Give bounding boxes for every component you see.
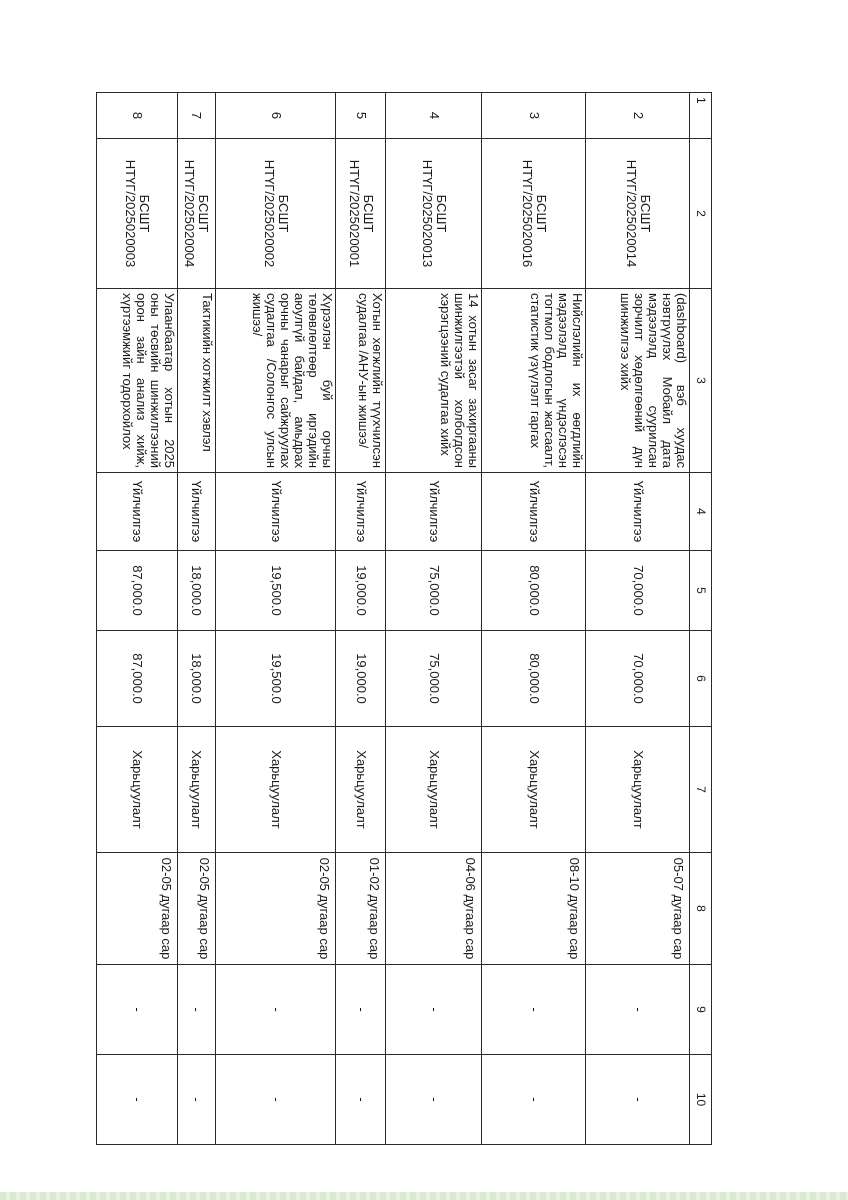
table-row (215, 93, 336, 1145)
column-number-row (690, 93, 712, 1145)
table-row (482, 93, 586, 1145)
col-number: 3 (690, 289, 712, 473)
period: 04-06 дугаар сар (386, 853, 482, 965)
col-number: 9 (690, 965, 712, 1055)
estimated-amount: 75,000.0 (386, 631, 482, 727)
table-row (336, 93, 386, 1145)
period: 05-07 дугаар сар (586, 853, 690, 965)
procurement-description: Хотын хөгжлийн түүхчилсэн судалгаа /АНУ-ын жишээ/ (336, 289, 386, 473)
procurement-code: БСШТ НТҮГ/2025020001 (336, 139, 386, 289)
col10-value: - (336, 1055, 386, 1145)
budget-amount: 87,000.0 (97, 551, 178, 631)
row-number: 6 (215, 93, 336, 139)
selection-method: Харьцуулалт (97, 727, 178, 853)
budget-amount: 18,000.0 (178, 551, 215, 631)
procurement-code: БСШТ НТҮГ/2025020016 (482, 139, 586, 289)
col10-value: - (178, 1055, 215, 1145)
col-number: 6 (690, 631, 712, 727)
procurement-type: Үйлчилгээ (586, 473, 690, 551)
procurement-type: Үйлчилгээ (215, 473, 336, 551)
procurement-description: 14 хотын засаг захиргааны шинжилгээтэй холбогдсон хэрэгцээний судалгаа хийх (386, 289, 482, 473)
budget-amount: 75,000.0 (386, 551, 482, 631)
period: 02-05 дугаар сар (215, 853, 336, 965)
row-number: 4 (386, 93, 482, 139)
row-number: 3 (482, 93, 586, 139)
selection-method: Харьцуулалт (336, 727, 386, 853)
estimated-amount: 70,000.0 (586, 631, 690, 727)
procurement-type: Үйлчилгээ (178, 473, 215, 551)
budget-amount: 80,000.0 (482, 551, 586, 631)
procurement-code: БСШТ НТҮГ/2025020004 (178, 139, 215, 289)
selection-method: Харьцуулалт (586, 727, 690, 853)
period: 08-10 дугаар сар (482, 853, 586, 965)
procurement-description: Хүрээлэн буй орчны төлөвлөлтөөр иргэдийн аюулгүй байдал, амьдрах орчны чанарыг сайжруулах судалгаа /Солонгос улсын жишээ/ (215, 289, 336, 473)
table-row (586, 93, 690, 1145)
table-row (178, 93, 215, 1145)
col9-value: - (336, 965, 386, 1055)
procurement-type: Үйлчилгээ (386, 473, 482, 551)
col10-value: - (215, 1055, 336, 1145)
procurement-description: Тактикийн хотжилт хэвлэл (178, 289, 215, 473)
estimated-amount: 87,000.0 (97, 631, 178, 727)
budget-amount: 19,500.0 (215, 551, 336, 631)
col9-value: - (97, 965, 178, 1055)
budget-amount: 19,000.0 (336, 551, 386, 631)
col10-value: - (386, 1055, 482, 1145)
row-number: 7 (178, 93, 215, 139)
col10-value: - (482, 1055, 586, 1145)
budget-amount: 70,000.0 (586, 551, 690, 631)
col-number: 2 (690, 139, 712, 289)
procurement-code: БСШТ НТҮГ/2025020003 (97, 139, 178, 289)
period: 02-05 дугаар сар (178, 853, 215, 965)
estimated-amount: 19,500.0 (215, 631, 336, 727)
rotated-document-table (96, 92, 712, 1144)
procurement-description: Улаанбаатар хотын 2025 оны төсвийн шинжилгээний орон зайн анализ хийж, хүртээмжийг тодорхойлох (97, 289, 178, 473)
col-number: 1 (690, 93, 712, 139)
col9-value: - (215, 965, 336, 1055)
col-number: 10 (690, 1055, 712, 1145)
procurement-table (96, 92, 712, 1145)
row-number: 5 (336, 93, 386, 139)
procurement-description: Нийслэлийн их өөгдлийн мэдээлэлд үндэслэсэн тогтмол бодлогын жагсаалт, статистик үзүүлэлт гаргах (482, 289, 586, 473)
col9-value: - (586, 965, 690, 1055)
selection-method: Харьцуулалт (386, 727, 482, 853)
selection-method: Харьцуулалт (482, 727, 586, 853)
col10-value: - (586, 1055, 690, 1145)
col9-value: - (386, 965, 482, 1055)
col-number: 7 (690, 727, 712, 853)
col9-value: - (482, 965, 586, 1055)
selection-method: Харьцуулалт (215, 727, 336, 853)
col-number: 4 (690, 473, 712, 551)
period: 02-05 дугаар сар (97, 853, 178, 965)
procurement-type: Үйлчилгээ (482, 473, 586, 551)
row-number: 2 (586, 93, 690, 139)
table-row (97, 93, 178, 1145)
selection-method: Харьцуулалт (178, 727, 215, 853)
procurement-description: (dashboard) вэб хуудас нэвтрүүлэх Мобайл дата мэдээлэлд суурилсан зорчилт хөдөлгөөний дүн шинжилгээ хийх (586, 289, 690, 473)
col-number: 5 (690, 551, 712, 631)
procurement-type: Үйлчилгээ (336, 473, 386, 551)
scan-edge-strip (0, 1192, 848, 1200)
col9-value: - (178, 965, 215, 1055)
row-number: 8 (97, 93, 178, 139)
col-number: 8 (690, 853, 712, 965)
period: 01-02 дугаар сар (336, 853, 386, 965)
estimated-amount: 19,000.0 (336, 631, 386, 727)
procurement-code: БСШТ НТҮГ/2025020002 (215, 139, 336, 289)
estimated-amount: 18,000.0 (178, 631, 215, 727)
table-row (386, 93, 482, 1145)
procurement-code: БСШТ НТҮГ/2025020014 (586, 139, 690, 289)
estimated-amount: 80,000.0 (482, 631, 586, 727)
procurement-type: Үйлчилгээ (97, 473, 178, 551)
col10-value: - (97, 1055, 178, 1145)
procurement-code: БСШТ НТҮГ/2025020013 (386, 139, 482, 289)
